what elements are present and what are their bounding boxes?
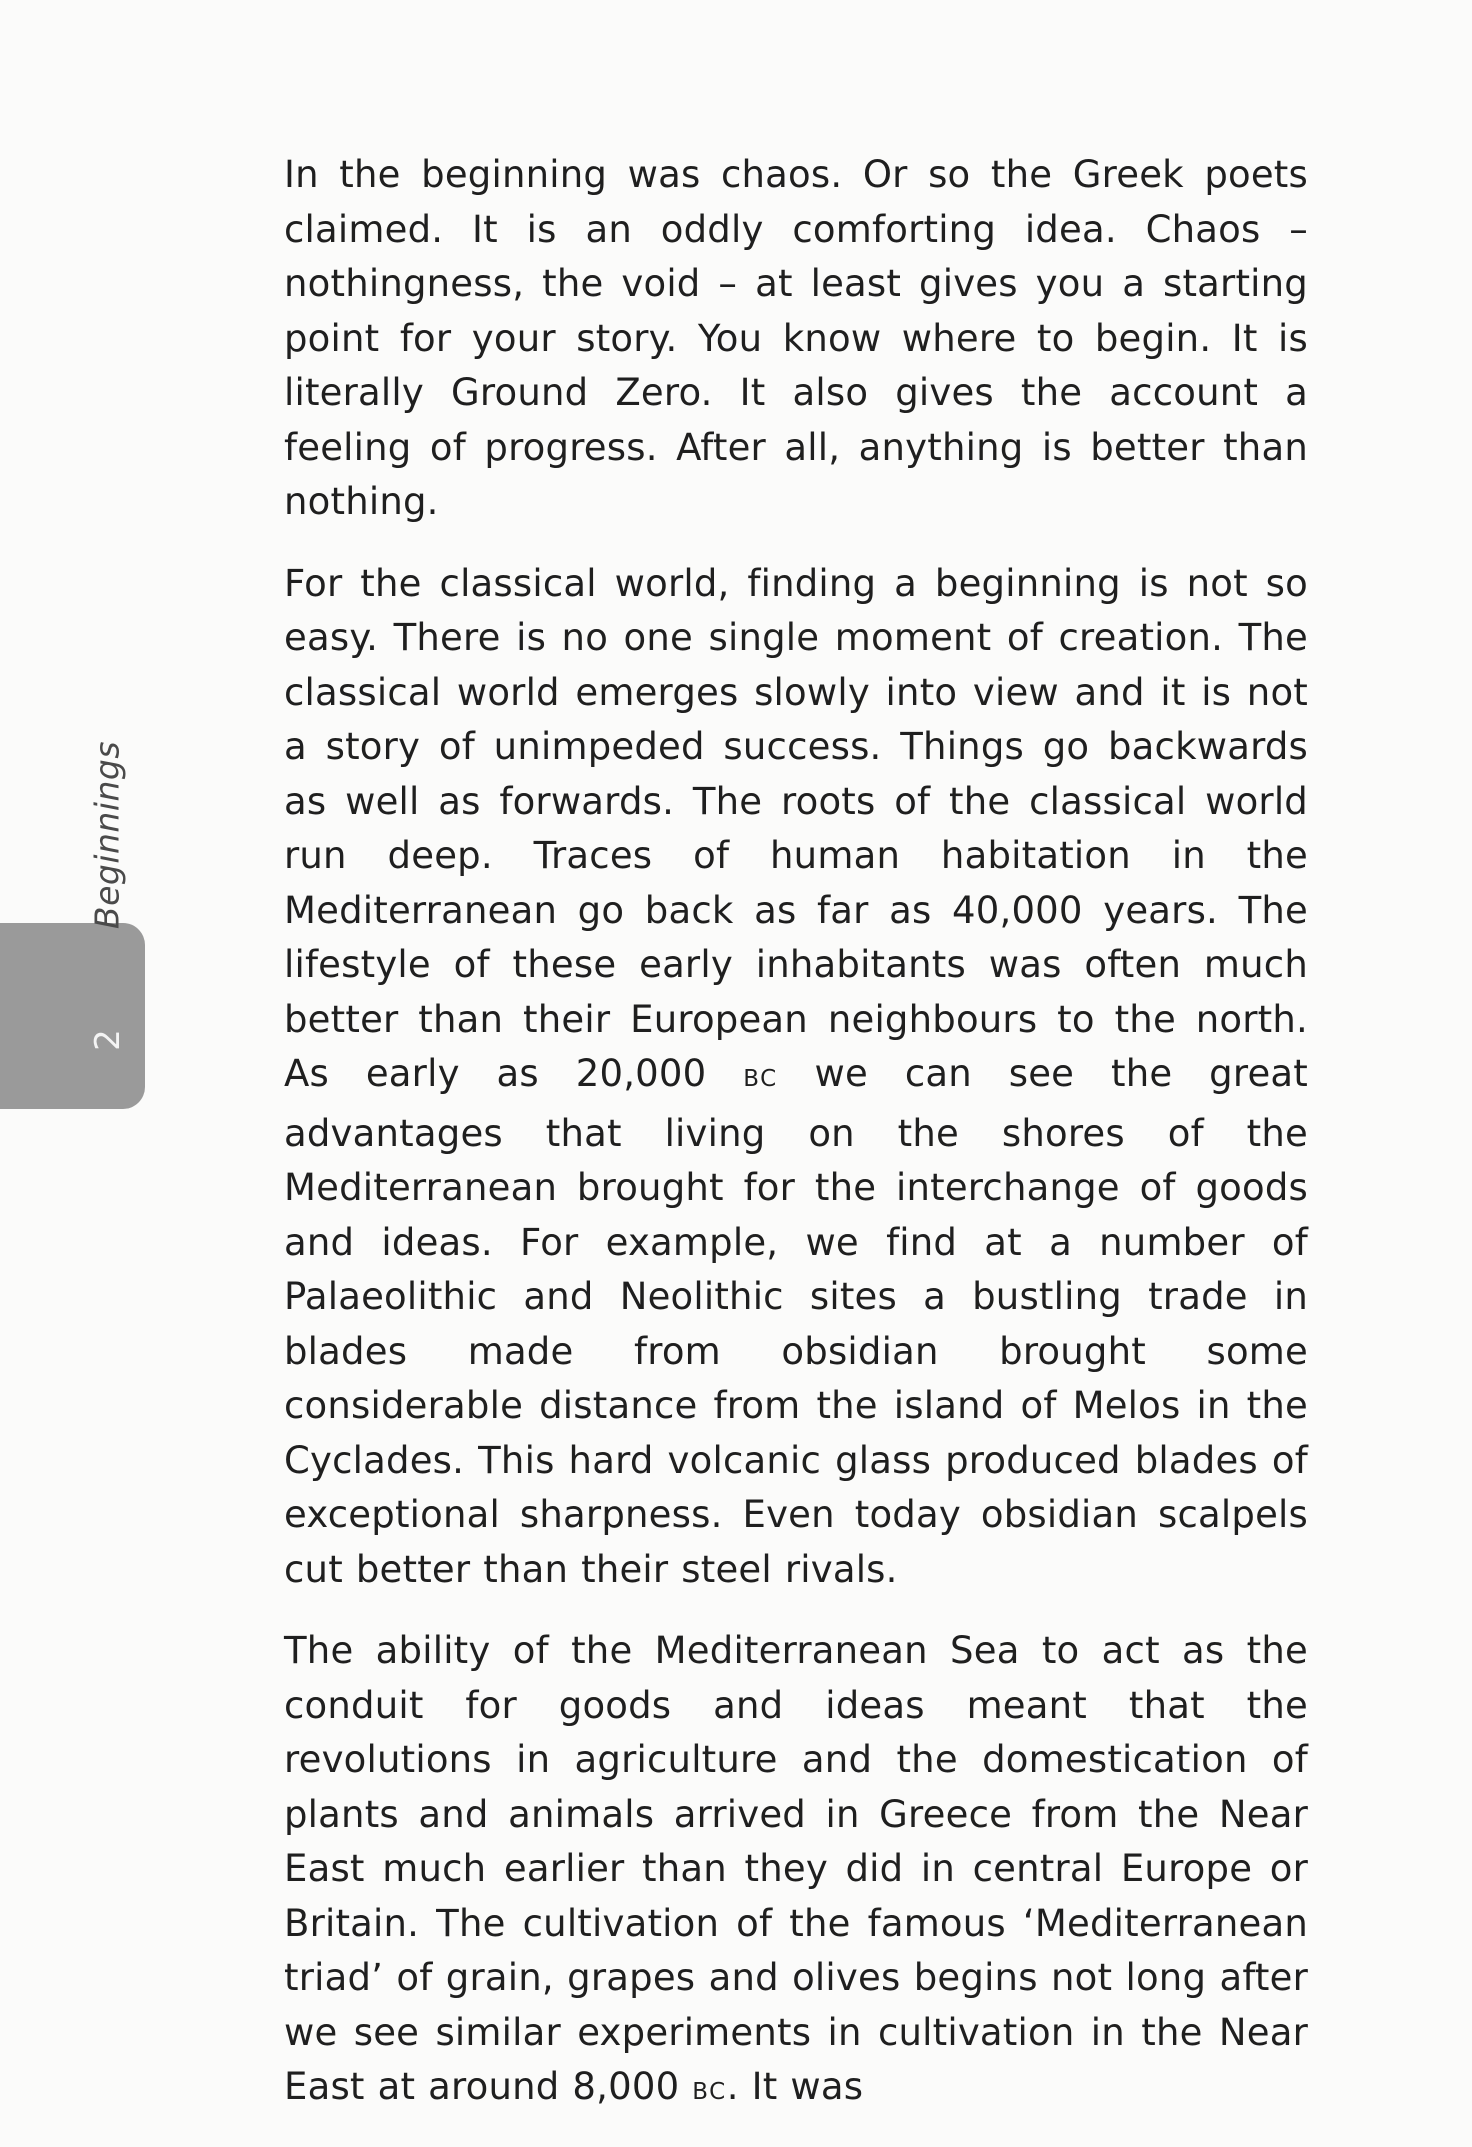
paragraph-2-part2: we can see the great advantages that living on the shores of the Mediterranean brought for the interchange of goods and ideas. For example, we find at a number of Palaeolithic and Neolithic sites a bustling trade in blades made from obsidian brought some considerable distance from the island of Melos in the Cyclades. This hard volcanic glass produced blades of exceptional sharpness. Even today obsidian scalpels cut better than their steel rivals.: [284, 1052, 1308, 1591]
paragraph-3-part1: The ability of the Mediterranean Sea to act as the conduit for goods and ideas meant that the revolutions in agriculture and the domestication of plants and animals arrived in Greece from the Near East much earlier than they did in central Europe or Britain. The cultivation of the famous ‘Mediterranean triad’ of grain, grapes and olives begins not long after we see similar experiments in cultivation in the Near East at around 8,000: [284, 1629, 1308, 2108]
chapter-number: 2: [88, 1029, 128, 1051]
paragraph-1-text: In the beginning was chaos. Or so the Greek poets claimed. It is an oddly comforting idea. Chaos – nothingness, the void – at least gives you a starting point for your story. You know where to begin. It is literally Ground Zero. It also gives the account a feeling of progress. After all, anything is better than nothing.: [284, 153, 1308, 523]
paragraph-3-part2: . It was: [726, 2065, 864, 2108]
paragraph-1: [284, 148, 1308, 530]
era-marker: BC: [692, 2079, 727, 2105]
paragraph-2: [284, 557, 1308, 1598]
era-marker: BC: [743, 1066, 778, 1092]
chapter-tab: [0, 923, 145, 1109]
body-text: [284, 148, 1308, 2147]
paragraph-2-part1: For the classical world, finding a beginning is not so easy. There is no one single moment of creation. The classical world emerges slowly into view and it is not a story of unimpeded success. Things go backwards as well as forwards. The roots of the classical world run deep. Traces of human habitation in the Mediterranean go back as far as 40,000 years. The lifestyle of these early inhabitants was often much better than their European neighbours to the north. As early as 20,000: [284, 561, 1308, 1095]
section-label: Beginnings: [87, 740, 127, 930]
paragraph-3: [284, 1624, 1308, 2120]
